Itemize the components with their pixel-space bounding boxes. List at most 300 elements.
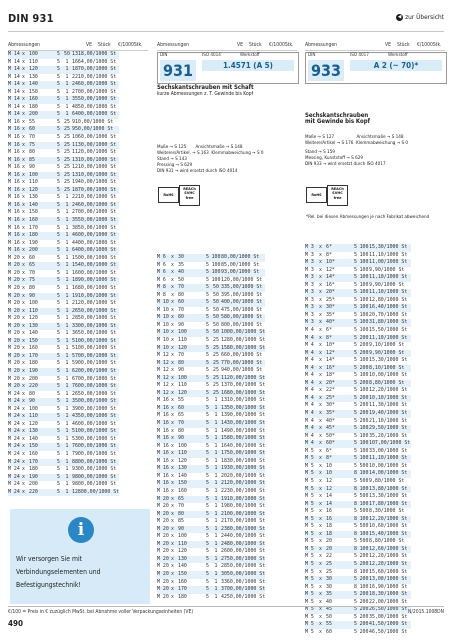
table-cell: 5 [343, 282, 359, 290]
table-cell: 5 [46, 262, 62, 270]
table-cell: 4350,00/1000 St [72, 413, 119, 421]
table-cell: 1350,00/1000 St [221, 404, 266, 411]
table-cell: 18* [326, 372, 343, 380]
table-cell: x [319, 629, 326, 637]
table-cell: 100 [359, 311, 369, 318]
table-row [305, 508, 411, 516]
table-cell: 170 [29, 225, 46, 233]
table-cell: M 4 [305, 350, 319, 358]
table-cell: 5 [343, 312, 359, 320]
table-cell: x [319, 402, 326, 410]
table-row [8, 247, 119, 255]
table-cell: 5100,00/1000 St [72, 345, 119, 353]
table-cell: 1120,00/1000 St [221, 374, 266, 381]
table-row [305, 463, 411, 471]
ref-line[interactable]: Maße → S 127 [305, 135, 335, 140]
ref-line[interactable]: Muße → S 125 [157, 145, 187, 150]
table-cell: x [22, 451, 29, 459]
table-cell: x [22, 194, 29, 202]
table-cell: 25 [62, 149, 72, 157]
table-cell: x [22, 157, 29, 165]
table-cell: 180 [29, 466, 46, 474]
table-cell: 100 [359, 425, 369, 432]
table-cell: M 5 [305, 584, 319, 592]
table-cell: 1 [62, 421, 72, 429]
table-cell: 9,90/1000 St [369, 282, 411, 290]
table-cell: x [319, 546, 326, 554]
table-cell: x [22, 308, 29, 316]
ref-line[interactable]: Klemmabweichung → S 0 [355, 141, 409, 146]
table-cell: 170 [178, 586, 195, 594]
table-cell: 1 [211, 556, 221, 564]
table-cell: x [319, 357, 326, 365]
table-cell: 100 [359, 485, 369, 492]
table-cell: x [319, 516, 326, 524]
back-to-overview-link[interactable] [396, 13, 444, 21]
table-cell: 5 [195, 345, 211, 353]
table-cell: M 20 [157, 556, 171, 564]
table-row [305, 342, 411, 350]
table-cell: 150 [29, 443, 46, 451]
table-cell: M 20 [8, 383, 22, 391]
table-cell: x [319, 463, 326, 471]
table-cell: M 20 [157, 526, 171, 534]
table-cell: 15,30/1000 St [369, 244, 411, 252]
table-cell: M 20 [8, 255, 22, 263]
table-row [8, 81, 119, 89]
table-cell: 25 [211, 390, 221, 398]
table-cell: 200 [29, 481, 46, 489]
table-cell: 1 [211, 480, 221, 488]
table-cell: 5 [343, 576, 359, 584]
table-row [157, 571, 265, 579]
ref-line[interactable]: Ansichtsmaße → S 148 [195, 145, 243, 150]
stand-ref[interactable]: Stand → S 143 [157, 157, 187, 162]
table-cell: 25 [62, 172, 72, 180]
table-cell: 5 [46, 300, 62, 308]
table-cell: x [171, 496, 178, 504]
table-cell: 140 [178, 563, 195, 571]
table-row [8, 194, 119, 202]
table-cell: x [22, 277, 29, 285]
table-cell: 5 [343, 478, 359, 486]
table-cell: 100 [359, 568, 369, 575]
product-title-2: mit Gewinde bis Kopf [305, 118, 370, 126]
table-cell: 5 [343, 267, 359, 275]
table-row [305, 319, 411, 327]
table-cell: 2650,00/1000 St [72, 391, 119, 399]
table-cell: 5 [46, 74, 62, 82]
table-cell: M 4 [305, 433, 319, 441]
table-cell: M 16 [157, 488, 171, 496]
table-cell: 5 [343, 304, 359, 312]
table-cell: 5 [46, 51, 62, 59]
table-cell: M 3 [305, 267, 319, 275]
table-cell: 5 [343, 327, 359, 335]
table-cell: x [22, 225, 29, 233]
table-cell: 5 [46, 285, 62, 293]
table-row [157, 488, 265, 496]
table-cell: 3650,00/1000 St [72, 330, 119, 338]
table-cell: 5 [195, 496, 211, 504]
table-row [8, 338, 119, 346]
table-cell: 10,10/1000 St [369, 395, 411, 403]
table-cell: 12* [326, 350, 343, 358]
table-row [157, 563, 265, 571]
product-title: Sechskantschrauben mit Schaft [157, 84, 254, 91]
table-cell: x [319, 440, 326, 448]
table-cell: 1 [62, 466, 72, 474]
table-cell: x [22, 89, 29, 97]
table-cell: 5 [343, 538, 359, 546]
table-cell: 9,80/1000 St [369, 478, 411, 486]
table-cell: 80 [178, 511, 195, 519]
table-cell: 120 [178, 548, 195, 556]
table-row [305, 252, 411, 260]
table-cell: 100 [211, 261, 221, 268]
table-row [8, 164, 119, 172]
table-cell: 5 [46, 466, 62, 474]
table-cell: M 14 [8, 51, 22, 59]
table-cell: 50* [326, 433, 343, 441]
table-row [157, 465, 265, 473]
table-cell: 1130,00/1000 St [72, 142, 119, 150]
ref-line[interactable]: Ansichtsmaße → S 148 [356, 135, 404, 140]
table-cell: M 20 [8, 270, 22, 278]
table-cell: x [22, 353, 29, 361]
table-cell: 1680,00/1000 St [221, 389, 266, 396]
table-cell: 11,10/1000 St [369, 289, 411, 297]
table-cell: 100 [359, 500, 369, 507]
table-cell: 8,80/1000 St [369, 380, 411, 388]
table-cell: 5 [343, 297, 359, 305]
table-cell: 100 [211, 254, 221, 260]
table-cell: 1 [211, 503, 221, 511]
table-cell: x [319, 599, 326, 607]
table-cell: 1 [62, 255, 72, 263]
table-cell: 1 [62, 489, 72, 497]
table-cell: x [319, 418, 326, 426]
col-unit-label: Stück [397, 42, 410, 48]
column-3-header [305, 41, 445, 51]
din-933-references [305, 135, 445, 168]
table-row [8, 270, 119, 278]
stand-ref[interactable]: Stand → S 159 [305, 150, 335, 155]
table-cell: x [319, 380, 326, 388]
table-cell: M 10 [157, 345, 171, 353]
table-cell: 50 [211, 322, 221, 330]
table-cell: 5 [46, 104, 62, 112]
table-cell: x [22, 293, 29, 301]
table-cell: M 5 [305, 486, 319, 494]
table-cell: M 4 [305, 425, 319, 433]
table-cell: x [171, 307, 178, 315]
table-cell: 60 [178, 299, 195, 307]
table-cell: 1870,00/1000 St [72, 187, 119, 195]
table-cell: x [22, 59, 29, 67]
table-cell: 80 [29, 149, 46, 157]
table-cell: 12 [326, 478, 343, 486]
table-cell: 130 [178, 465, 195, 473]
table-cell: M 3 [305, 312, 319, 320]
table-cell: 25 [62, 157, 72, 165]
table-cell: 5 [46, 481, 62, 489]
table-cell: 2480,00/1000 St [221, 540, 266, 547]
table-row [8, 421, 119, 429]
table-cell: 200 [359, 621, 369, 628]
table-cell: 14* [326, 357, 343, 365]
table-cell: 200 [359, 349, 369, 356]
table-cell: x [319, 621, 326, 629]
table-cell: 3900,00/1000 St [72, 406, 119, 414]
table-cell: 130 [29, 428, 46, 436]
table-cell: 55 [178, 397, 195, 405]
table-cell: 160 [29, 96, 46, 104]
table-cell: x [22, 459, 29, 467]
table-cell: 120 [29, 66, 46, 74]
table-cell: M 4 [305, 380, 319, 388]
table-cell: M 20 [157, 503, 171, 511]
table-cell: 65 [178, 496, 195, 504]
table-cell: M 24 [8, 421, 22, 429]
table-cell: M 16 [157, 397, 171, 405]
table-cell: 200 [359, 591, 369, 598]
table-row [157, 352, 265, 360]
table-cell: 13,80/1000 St [369, 486, 411, 494]
table-cell: 1 [211, 450, 221, 458]
page-header [8, 12, 444, 26]
table-cell: M 5 [305, 501, 319, 509]
din-933-description [305, 113, 445, 125]
table-cell: 200 [29, 247, 46, 255]
table-cell: 1370,00/1000 St [221, 382, 266, 389]
table-cell: x [319, 425, 326, 433]
table-cell: 5 [195, 375, 211, 383]
table-row [305, 365, 411, 373]
table-cell: 18 [326, 523, 343, 531]
table-cell: x [22, 240, 29, 248]
pressing-ref[interactable]: Pressing → S 629 [157, 163, 193, 168]
table-cell: 50 [178, 277, 195, 285]
material-ref[interactable]: Messing, Kunststoff → S 629 [305, 156, 363, 161]
table-cell: 30 [326, 576, 343, 584]
table-cell: 1 [211, 563, 221, 571]
table-cell: 16* [326, 282, 343, 290]
table-row [8, 413, 119, 421]
table-cell: x [22, 119, 29, 127]
table-cell: 1 [62, 353, 72, 361]
table-cell: 110 [178, 541, 195, 549]
table-cell: x [319, 561, 326, 569]
table-cell: x [319, 531, 326, 539]
table-cell: x [22, 330, 29, 338]
table-cell: 11,10/1000 St [369, 252, 411, 260]
table-row [157, 405, 265, 413]
table-cell: x [22, 413, 29, 421]
table-cell: 5 [46, 330, 62, 338]
table-cell: 8,10/1000 St [369, 365, 411, 373]
table-cell: 5 [343, 244, 359, 252]
table-cell: 5 [46, 232, 62, 240]
table-cell: 1120,00/1000 St [72, 149, 119, 157]
table-row [157, 262, 265, 270]
table-cell: x [171, 571, 178, 579]
table-cell: 1 [62, 240, 72, 248]
table-row [157, 428, 265, 436]
table-cell: 1 [62, 451, 72, 459]
table-cell: 90 [178, 435, 195, 443]
table-cell: 80,00/1000 St [221, 254, 265, 262]
table-cell: 1 [211, 548, 221, 556]
table-cell: 18 [326, 531, 343, 539]
table-cell: 7900,00/1000 St [72, 451, 119, 459]
table-row [8, 119, 119, 127]
table-cell: 2230,00/1000 St [221, 487, 266, 494]
table-cell: x [171, 473, 178, 481]
table-cell: 10,00/1000 St [369, 463, 411, 471]
table-cell: M 20 [8, 323, 22, 331]
table-cell: 30* [326, 304, 343, 312]
table-row [8, 202, 119, 210]
table-cell: 120 [29, 421, 46, 429]
table-cell: 30* [326, 402, 343, 410]
table-row [8, 360, 119, 368]
table-cell: M 16 [8, 240, 22, 248]
table-cell: 5 [343, 387, 359, 395]
table-cell: x [22, 51, 29, 59]
table-cell: x [22, 285, 29, 293]
table-cell: M 3 [305, 244, 319, 252]
table-cell: 100 [359, 583, 369, 590]
table-cell: 500 [359, 493, 369, 500]
replacement-note: DIN 933 → wird ersetzt durch ISO 4017 [305, 162, 386, 167]
column-3-table-wrap [305, 244, 411, 636]
table-cell: 1 [211, 465, 221, 473]
table-cell: 5100,00/1000 St [72, 428, 119, 436]
reach-badge: REACh SVHC free [179, 185, 200, 206]
table-cell: M 10 [157, 299, 171, 307]
table-cell: 5 [195, 390, 211, 398]
table-cell: 7600,00/1000 St [72, 383, 119, 391]
table-cell: 1 [211, 435, 221, 443]
price-table-2 [157, 254, 265, 601]
table-cell: 35,00/1000 St [369, 614, 411, 622]
table-cell: 200 [359, 402, 369, 409]
table-cell: 190 [29, 368, 46, 376]
table-cell: 5 [195, 262, 211, 270]
table-row [8, 481, 119, 489]
material-grade: A 2 (~ 70)* [350, 60, 442, 71]
table-cell: M 16 [157, 428, 171, 436]
table-cell: 100 [29, 172, 46, 180]
ref-line[interactable]: Klemmabweichung → S 0 [211, 151, 264, 156]
table-cell: M 4 [305, 395, 319, 403]
table-cell: M 5 [305, 523, 319, 531]
table-cell: 200 [359, 394, 369, 401]
table-cell: x [22, 270, 29, 278]
table-cell: 110 [29, 308, 46, 316]
table-cell: x [319, 350, 326, 358]
table-cell: M 24 [8, 406, 22, 414]
table-cell: 150 [29, 209, 46, 217]
table-cell: M 8 [157, 292, 171, 300]
table-cell: 1 [62, 413, 72, 421]
table-cell: 1870,00/1000 St [72, 66, 119, 74]
table-cell: M 4 [305, 440, 319, 448]
table-cell: 90 [178, 526, 195, 534]
table-row [157, 367, 265, 375]
table-cell: 1 [62, 225, 72, 233]
table-cell: 2750,00/1000 St [221, 555, 266, 562]
table-cell: 93,00/1000 St [221, 269, 265, 277]
table-cell: M 5 [305, 538, 319, 546]
ref-line[interactable]: Weiteres/Artikel. → S 163 [157, 151, 209, 156]
table-cell: 5 [46, 443, 62, 451]
table-cell: 5900,00/1000 St [72, 360, 119, 368]
din-931-spec-box [157, 52, 299, 84]
table-cell: M 16 [8, 179, 22, 187]
table-row [305, 470, 411, 478]
table-cell: M 12 [157, 390, 171, 398]
table-cell: 1600,00/1000 St [72, 270, 119, 278]
col-price-label: €/1000Stk. [118, 42, 143, 48]
table-cell: 5 [195, 443, 211, 451]
table-cell: 580,00/1000 St [221, 314, 265, 322]
table-cell: 2120,00/1000 St [72, 300, 119, 308]
table-cell: 1 [62, 345, 72, 353]
table-cell: 70 [178, 420, 195, 428]
table-cell: 100 [359, 274, 369, 281]
table-row [8, 443, 119, 451]
table-cell: M 20 [8, 308, 22, 316]
werkstoff-label: Werkstoff [388, 53, 408, 58]
table-cell: 100 [359, 357, 369, 364]
table-cell: 120 [29, 315, 46, 323]
table-cell: 12,20/1000 St [369, 387, 411, 395]
table-cell: 5 [46, 459, 62, 467]
table-cell: 160 [29, 345, 46, 353]
table-cell: M 5 [305, 508, 319, 516]
table-cell: 1 [62, 323, 72, 331]
table-cell: 1490,00/1000 St [221, 427, 266, 434]
table-cell: 5 [46, 255, 62, 263]
table-cell: x [319, 259, 326, 267]
table-cell: 40 [178, 269, 195, 277]
table-cell: 1000,00/1000 St [221, 329, 266, 336]
table-cell: 100 [359, 251, 369, 258]
table-cell: 1 [62, 398, 72, 406]
table-cell: 150 [29, 338, 46, 346]
table-cell: x [22, 111, 29, 119]
table-row [157, 412, 265, 420]
table-cell: 5 [343, 591, 359, 599]
table-cell: 160 [29, 217, 46, 225]
table-cell: 150 [178, 480, 195, 488]
table-cell: x [22, 315, 29, 323]
ref-line[interactable]: Weitere/Artikel → S 176 [305, 141, 354, 146]
product-subtitle: kurze Abmessungen z. T. Gewinde bis Kopf [157, 91, 254, 98]
table-cell: x [171, 450, 178, 458]
table-cell: x [319, 493, 326, 501]
table-cell: 70 [29, 270, 46, 278]
table-cell: 5 [195, 435, 211, 443]
table-cell: 1310,00/1000 St [221, 397, 266, 404]
table-cell: x [319, 501, 326, 509]
table-cell: 500 [359, 477, 369, 484]
table-row [157, 329, 265, 337]
table-cell: 1664,00/1000 St [72, 59, 119, 67]
table-cell: 120 [178, 390, 195, 398]
